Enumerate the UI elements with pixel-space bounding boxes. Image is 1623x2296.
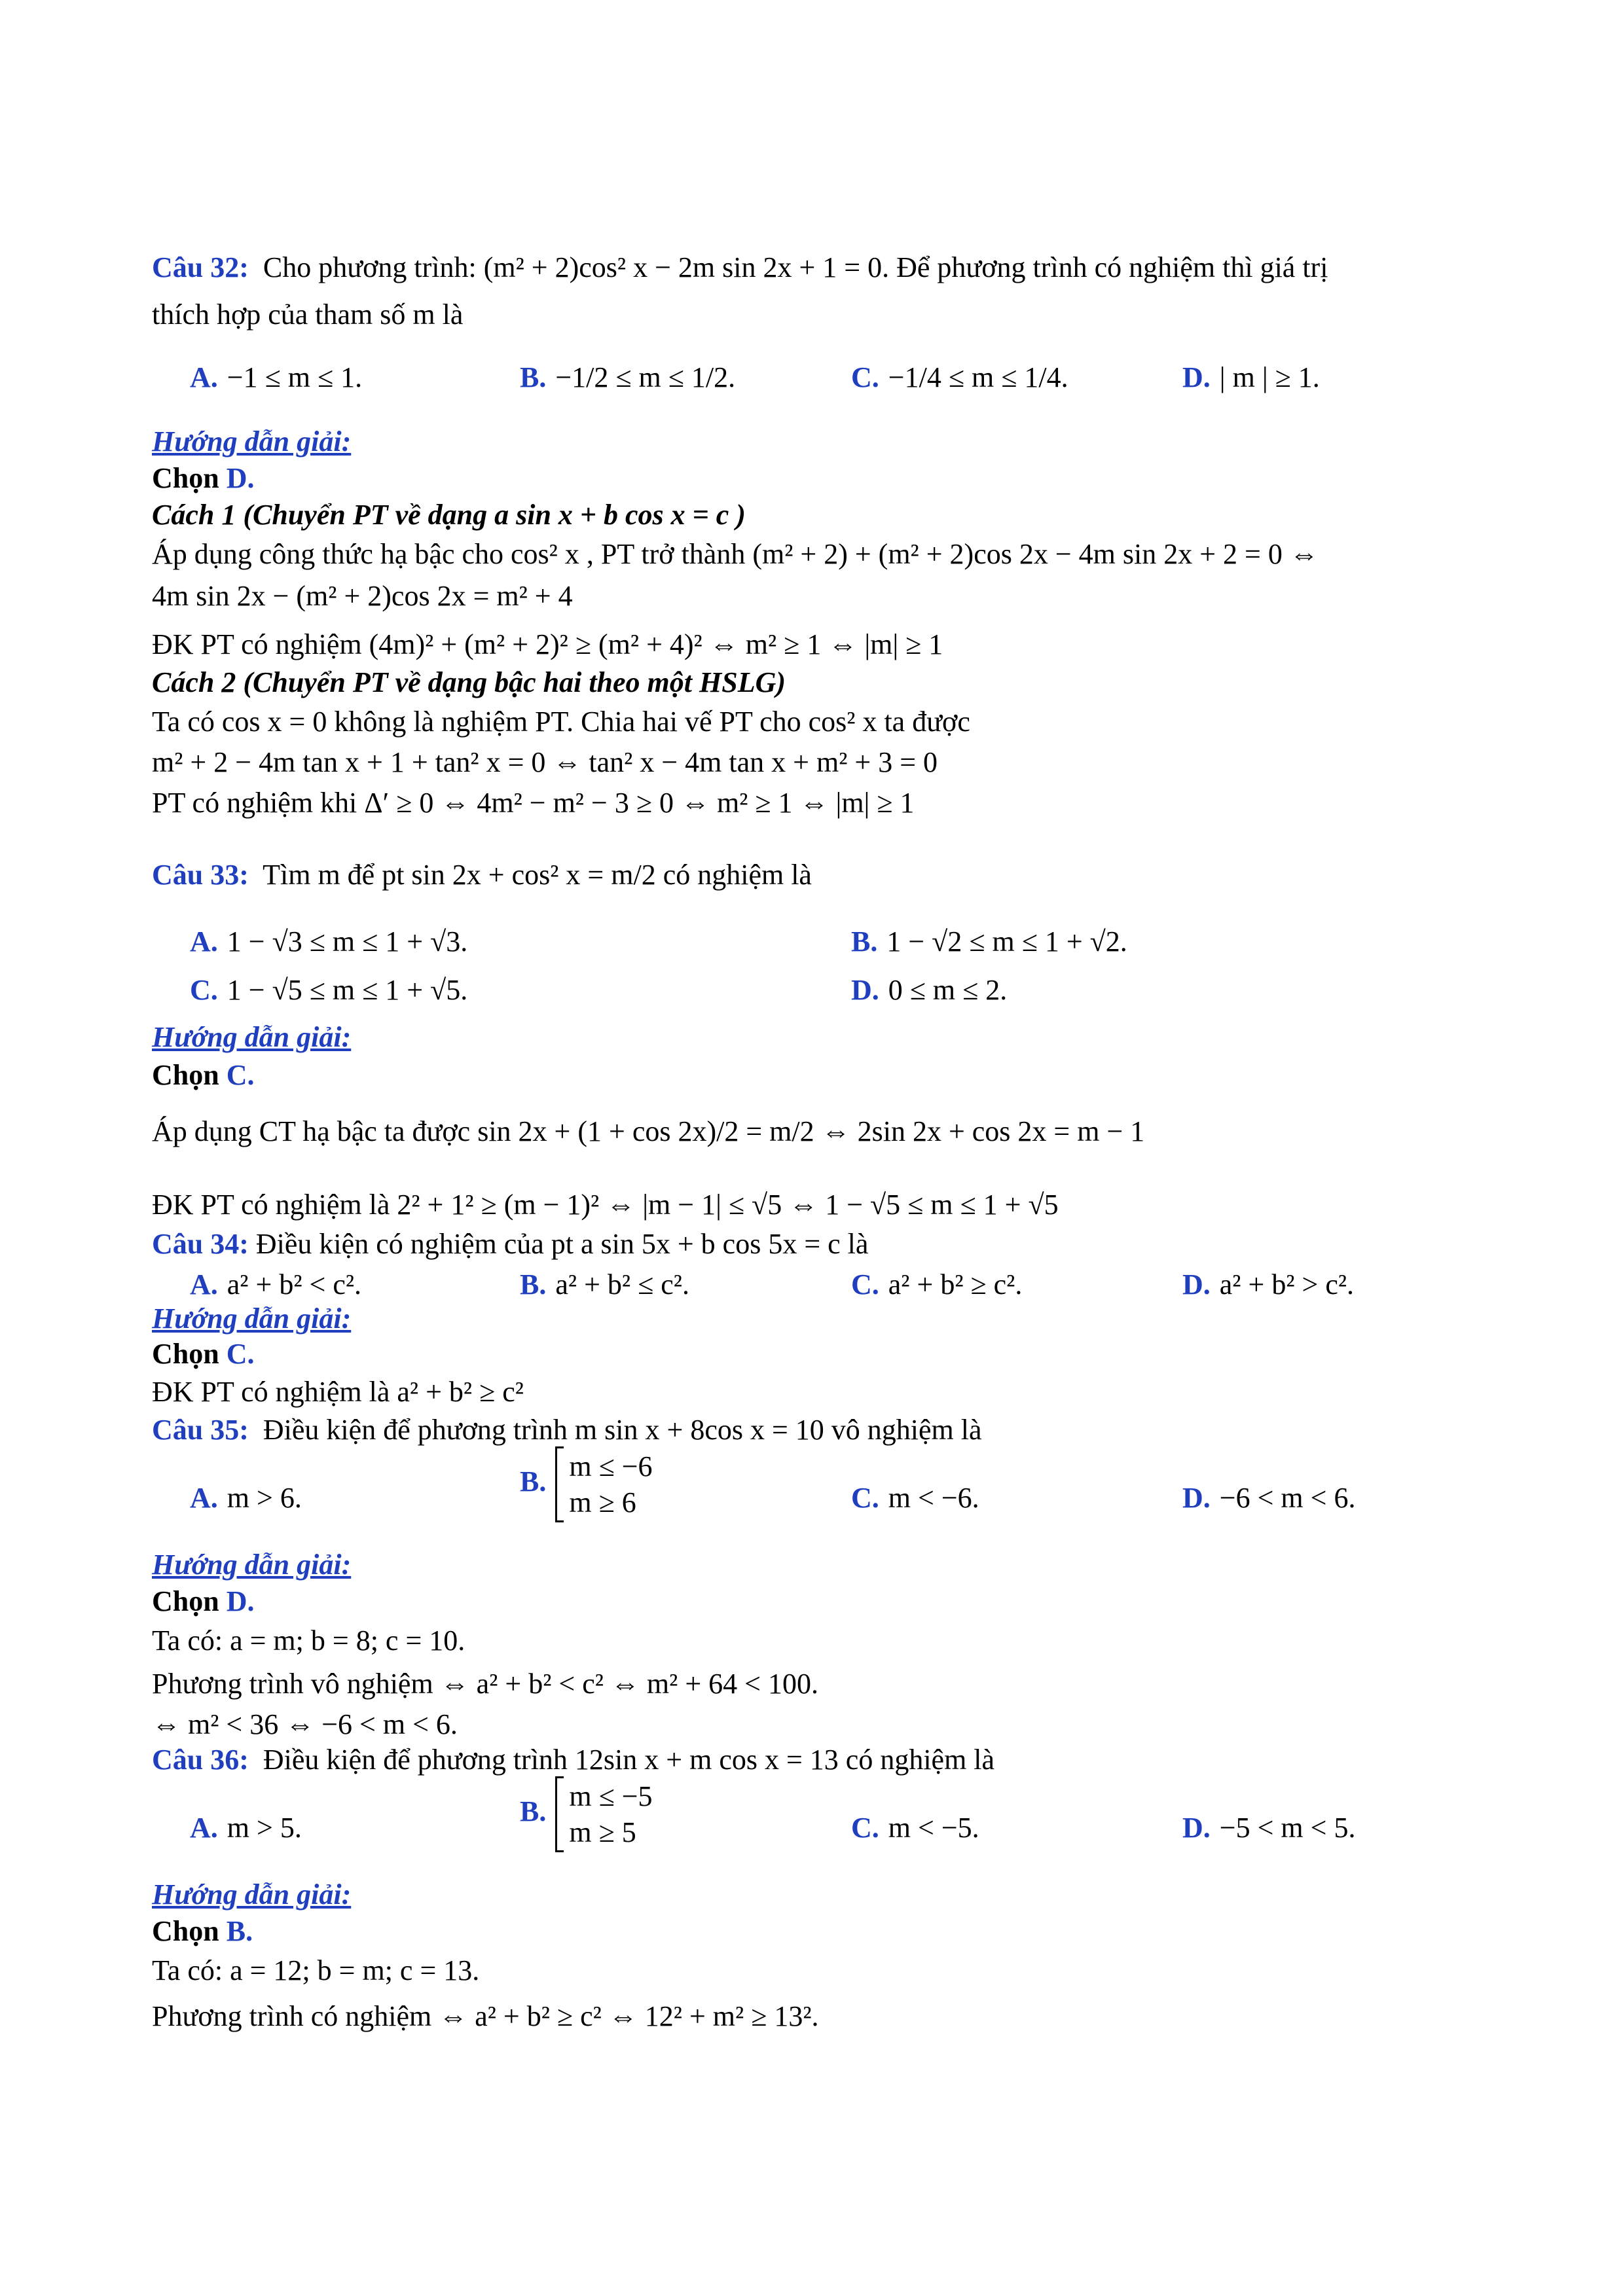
q34-option-c[interactable]: C. a² + b² ≥ c². <box>851 1268 1023 1300</box>
q35-answer: Chọn D. <box>152 1585 255 1617</box>
q35-guide-heading: Hướng dẫn giải: <box>152 1549 352 1581</box>
q32-solution-line: 4m sin 2x − (m² + 2)cos 2x = m² + 4 <box>152 580 573 612</box>
q32-solution-line: m² + 2 − 4m tan x + 1 + tan² x = 0 ⇔ tan² x − 4m tan x + m² + 3 = 0 <box>152 746 938 778</box>
q32-solution-line: ĐK PT có nghiệm (4m)² + (m² + 2)² ≥ (m² + 4)² ⇔ m² ≥ 1 ⇔ |m| ≥ 1 <box>152 628 943 660</box>
q32-stem <box>152 249 1328 287</box>
q32-label: Câu 32: <box>152 251 249 283</box>
q34-guide-heading: Hướng dẫn giải: <box>152 1302 352 1335</box>
q33-option-b[interactable]: B. 1 − √2 ≤ m ≤ 1 + √2. <box>851 925 1127 958</box>
bracket-icon <box>555 1446 564 1522</box>
q35-option-b[interactable]: B. m ≤ −6 m ≥ 6 <box>520 1446 653 1522</box>
q32-method-2-title: Cách 2 (Chuyển PT về dạng bậc hai theo một HSLG) <box>152 666 786 698</box>
q33-option-d[interactable]: D. 0 ≤ m ≤ 2. <box>851 974 1008 1006</box>
q32-guide-heading: Hướng dẫn giải: <box>152 425 352 457</box>
q32-option-b[interactable]: B. −1/2 ≤ m ≤ 1/2. <box>520 361 736 393</box>
q32-solution-line: Áp dụng công thức hạ bậc cho cos² x , PT trở thành (m² + 2) + (m² + 2)cos 2x − 4m sin 2x + 2 = 0 ⇔ <box>152 538 1319 570</box>
q33-option-a[interactable]: A. 1 − √3 ≤ m ≤ 1 + √3. <box>190 925 468 958</box>
q34-stem: Câu 34: Điều kiện có nghiệm của pt a sin 5x + b cos 5x = c là <box>152 1228 869 1260</box>
q32-answer: Chọn D. <box>152 462 255 494</box>
q32-option-a[interactable]: A. −1 ≤ m ≤ 1. <box>190 361 363 393</box>
q34-option-d[interactable]: D. a² + b² > c². <box>1182 1268 1355 1300</box>
q34-option-a[interactable]: A. a² + b² < c². <box>190 1268 362 1300</box>
q34-option-b[interactable]: B. a² + b² ≤ c². <box>520 1268 689 1300</box>
q36-option-a[interactable]: A. m > 5. <box>190 1812 302 1844</box>
q36-option-b[interactable]: B. m ≤ −5 m ≥ 5 <box>520 1776 653 1852</box>
q32-stem-2: thích hợp của tham số m là <box>152 298 464 331</box>
q35-option-d[interactable]: D. −6 < m < 6. <box>1182 1482 1356 1514</box>
q35-stem: Câu 35: Điều kiện để phương trình m sin x + 8cos x = 10 vô nghiệm là <box>152 1414 982 1446</box>
q33-stem: Câu 33: Tìm m để pt sin 2x + cos² x = m/2 có nghiệm là <box>152 859 812 891</box>
q36-answer: Chọn B. <box>152 1915 253 1947</box>
q32-method-1-title: Cách 1 (Chuyển PT về dạng a sin x + b cos x = c ) <box>152 499 746 531</box>
q32-solution-line: PT có nghiệm khi Δ′ ≥ 0 ⇔ 4m² − m² − 3 ≥ 0 ⇔ m² ≥ 1 ⇔ |m| ≥ 1 <box>152 787 915 819</box>
bracket-icon <box>555 1776 564 1852</box>
q33-answer: Chọn C. <box>152 1059 255 1091</box>
q36-option-d[interactable]: D. −5 < m < 5. <box>1182 1812 1356 1844</box>
q33-guide-heading: Hướng dẫn giải: <box>152 1021 352 1053</box>
q36-guide-heading: Hướng dẫn giải: <box>152 1878 352 1910</box>
q33-solution-line: ĐK PT có nghiệm là 2² + 1² ≥ (m − 1)² ⇔ |m − 1| ≤ √5 ⇔ 1 − √5 ≤ m ≤ 1 + √5 <box>152 1189 1059 1221</box>
q32-option-c[interactable]: C. −1/4 ≤ m ≤ 1/4. <box>851 361 1068 393</box>
q36-option-c[interactable]: C. m < −5. <box>851 1812 979 1844</box>
q32-solution-line: Ta có cos x = 0 không là nghiệm PT. Chia hai vế PT cho cos² x ta được <box>152 706 970 738</box>
q36-solution-line: Phương trình có nghiệm ⇔ a² + b² ≥ c² ⇔ 12² + m² ≥ 13². <box>152 2000 819 2032</box>
q34-solution-line: ĐK PT có nghiệm là a² + b² ≥ c² <box>152 1376 524 1408</box>
q32-option-d[interactable]: D. | m | ≥ 1. <box>1182 361 1320 393</box>
q35-solution-line: Phương trình vô nghiệm ⇔ a² + b² < c² ⇔ m² + 64 < 100. <box>152 1668 818 1700</box>
q33-solution-line: Áp dụng CT hạ bậc ta được sin 2x + (1 + cos 2x)/2 = m/2 ⇔ 2sin 2x + cos 2x = m − 1 <box>152 1115 1145 1147</box>
q33-option-c[interactable]: C. 1 − √5 ≤ m ≤ 1 + √5. <box>190 974 468 1006</box>
q36-stem: Câu 36: Điều kiện để phương trình 12sin x + m cos x = 13 có nghiệm là <box>152 1744 995 1776</box>
q32-text: Cho phương trình: (m² + 2)cos² x − 2m sin 2x + 1 = 0. Để phương trình có nghiệm thì giá trị <box>263 251 1328 283</box>
q36-solution-line: Ta có: a = 12; b = m; c = 13. <box>152 1954 480 1986</box>
q35-solution-line: Ta có: a = m; b = 8; c = 10. <box>152 1624 465 1657</box>
q35-option-c[interactable]: C. m < −6. <box>851 1482 979 1514</box>
q35-option-a[interactable]: A. m > 6. <box>190 1482 302 1514</box>
q34-answer: Chọn C. <box>152 1338 255 1370</box>
q35-solution-line: ⇔ m² < 36 ⇔ −6 < m < 6. <box>152 1708 458 1740</box>
